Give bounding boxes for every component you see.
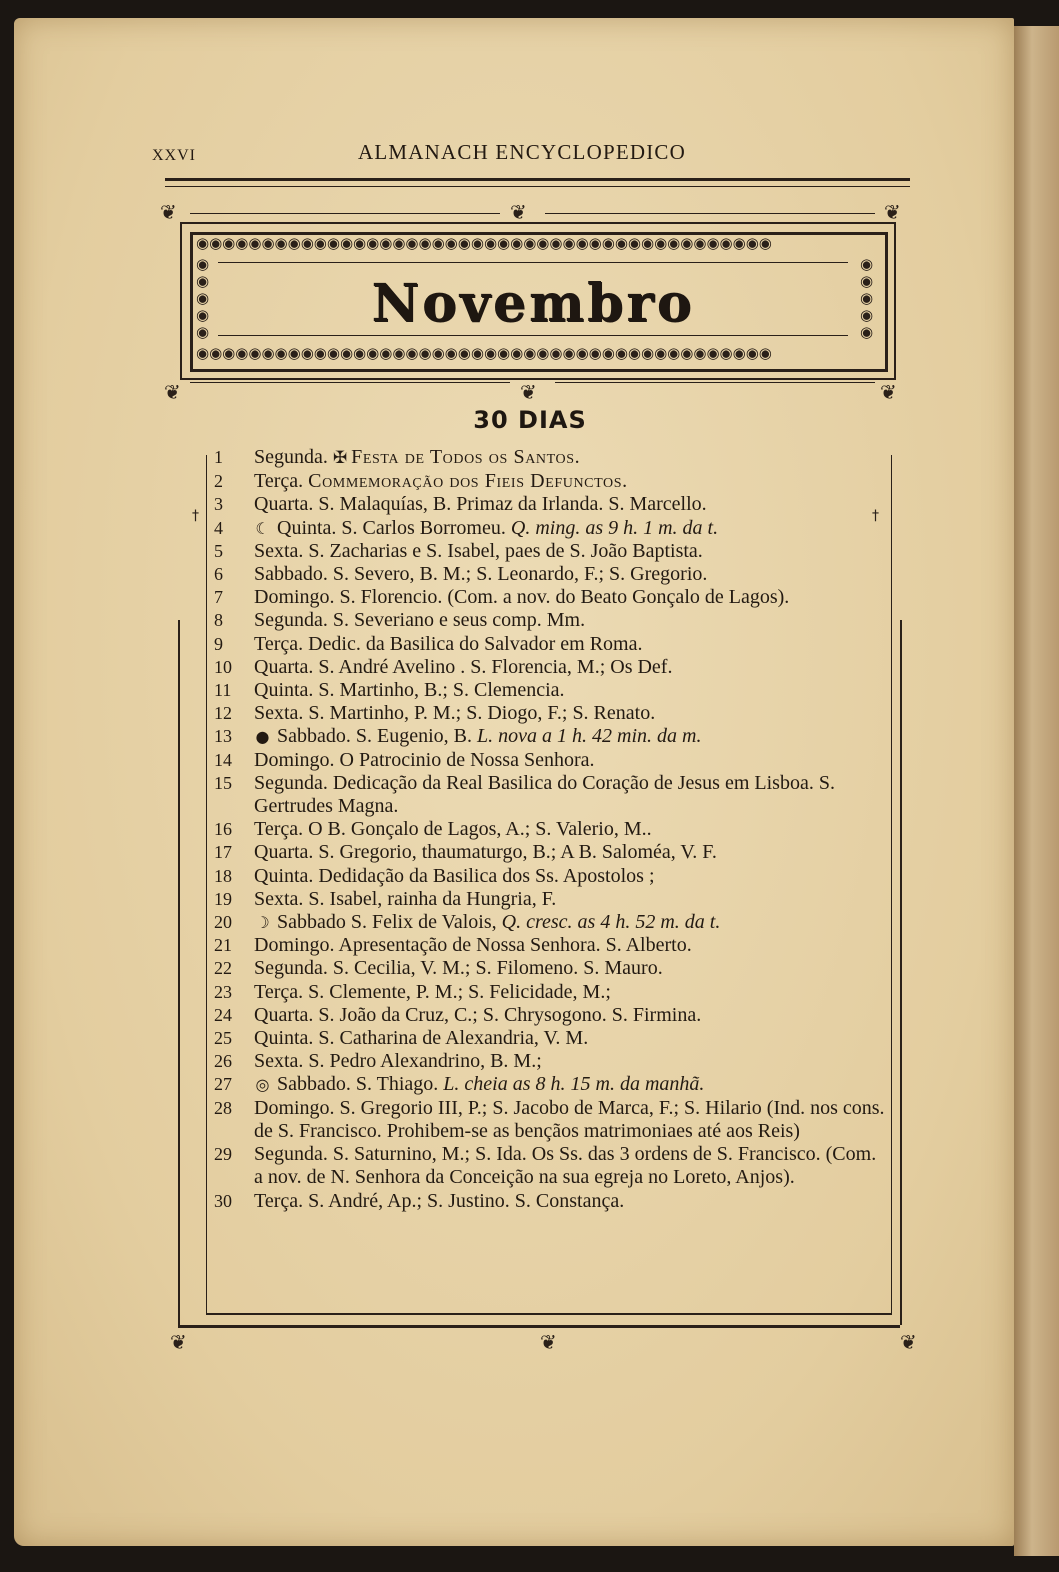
flourish-icon: ❦ xyxy=(884,202,901,224)
moon-phase-icon: ◎ xyxy=(255,1075,270,1095)
dagger-icon: † xyxy=(872,508,879,524)
calendar-entry xyxy=(206,1190,896,1213)
calendar-entry xyxy=(206,749,896,772)
entry-text: Sabbado. S. Thiago. xyxy=(277,1073,444,1096)
flourish-icon: ❦ xyxy=(160,202,177,224)
flourish-rule xyxy=(555,382,875,383)
calendar-entry xyxy=(206,772,896,818)
calendar-entry xyxy=(206,633,896,656)
day-number: 14 xyxy=(214,749,232,770)
day-number: 28 xyxy=(214,1097,232,1118)
calendar-entry xyxy=(206,1004,896,1027)
flourish-rule xyxy=(190,382,510,383)
day-number: 15 xyxy=(214,772,232,793)
day-number: 7 xyxy=(214,587,223,608)
moon-phase-icon: ● xyxy=(255,727,270,747)
entry-text: Domingo. S. Gregorio III, P.; S. Jacobo de Marca, F.; S. Hilario (Ind. nos cons. de S. Francisco. Prohibem-se as bençãos matrimoniaes até aos Reis) xyxy=(254,1096,885,1142)
day-number: 12 xyxy=(214,703,232,724)
day-number: 23 xyxy=(214,981,232,1002)
month-title: Novembro xyxy=(371,273,695,334)
day-number: 11 xyxy=(214,680,232,701)
moon-phase-icon: ☾ xyxy=(255,518,270,538)
calendar-entry xyxy=(206,470,896,493)
entry-text: Sabbado. S. Severo, B. M.; S. Leonardo, F.; S. Gregorio. xyxy=(254,563,708,586)
calendar-entry xyxy=(206,656,896,679)
calendar-entry xyxy=(206,1073,896,1096)
moon-phase-icon: ☽ xyxy=(255,913,270,933)
entry-text: Sexta. S. Isabel, rainha da Hungria, F. xyxy=(254,887,557,910)
entry-text: Segunda. S. Cecilia, V. M.; S. Filomeno. S. Mauro. xyxy=(254,957,663,980)
entry-text: Quarta. S. Gregorio, thaumaturgo, B.; A B. Saloméa, V. F. xyxy=(254,841,717,864)
cross-icon: ✠ xyxy=(332,448,348,468)
days-count: 30 DIAS xyxy=(473,406,587,434)
day-number: 2 xyxy=(214,471,223,492)
calendar-entry xyxy=(206,725,896,748)
calendar-entry xyxy=(206,934,896,957)
day-number: 25 xyxy=(214,1028,232,1049)
entry-text: Segunda. S. Saturnino, M.; S. Ida. Os Ss. das 3 ordens de S. Francisco. (Com. a nov. de N. Senhora da Conceição na sua egreja no Loreto, Anjos). xyxy=(254,1143,877,1189)
flourish-rule xyxy=(545,213,875,214)
day-number: 4 xyxy=(214,517,223,538)
entry-text: Sexta. S. Zacharias e S. Isabel, paes de S. João Baptista. xyxy=(254,539,703,562)
entry-text: Q. ming. as 9 h. 1 m. da t. xyxy=(510,516,719,539)
entry-text: L. cheia as 8 h. 15 m. da manhã. xyxy=(443,1073,705,1096)
calendar-entry xyxy=(206,517,896,540)
calendar-entry xyxy=(206,609,896,632)
day-number: 24 xyxy=(214,1004,232,1025)
entry-text: Terça. S. André, Ap.; S. Justino. S. Constança. xyxy=(254,1189,625,1212)
calendar-entry xyxy=(206,702,896,725)
entry-text: Domingo. S. Florencio. (Com. a nov. do Beato Gonçalo de Lagos). xyxy=(254,586,790,609)
calendar-entry xyxy=(206,1050,896,1073)
calendar-entry xyxy=(206,957,896,980)
entry-text: Commemoração dos Fieis Defunctos. xyxy=(308,470,628,493)
page-folio: XXVI xyxy=(152,147,196,164)
entry-text: Terça. S. Clemente, P. M.; S. Felicidade, M.; xyxy=(254,980,611,1003)
entry-text: Quinta. Dedidação da Basilica dos Ss. Apostolos ; xyxy=(254,864,655,887)
entry-text: Sexta. S. Martinho, P. M.; S. Diogo, F.; S. Renato. xyxy=(254,702,656,725)
entry-text: Terça. xyxy=(254,470,309,493)
bead-border-bottom: ◉◉◉◉◉◉◉◉◉◉◉◉◉◉◉◉◉◉◉◉◉◉◉◉◉◉◉◉◉◉◉◉◉◉◉◉◉◉◉◉◉◉◉◉ xyxy=(196,344,772,362)
day-number: 1 xyxy=(214,447,223,467)
flourish-rule xyxy=(190,213,500,214)
calendar-entry xyxy=(206,911,896,934)
calendar-entry xyxy=(206,981,896,1004)
running-head xyxy=(152,140,732,170)
day-number: 18 xyxy=(214,865,232,886)
entry-text: Domingo. O Patrocinio de Nossa Senhora. xyxy=(254,748,595,771)
calendar-entry xyxy=(206,818,896,841)
day-number: 10 xyxy=(214,656,232,677)
bottom-rule xyxy=(178,1325,900,1332)
dagger-icon: † xyxy=(192,508,199,524)
entry-text: Sexta. S. Pedro Alexandrino, B. M.; xyxy=(254,1050,542,1073)
entry-text: Quinta. S. Carlos Borromeu. xyxy=(277,516,511,539)
day-number: 9 xyxy=(214,633,223,654)
day-number: 17 xyxy=(214,842,232,863)
entry-text: Q. cresc. as 4 h. 52 m. da t. xyxy=(501,911,721,934)
day-number: 13 xyxy=(214,726,232,747)
entry-text: L. nova a 1 h. 42 min. da m. xyxy=(477,725,702,748)
day-number: 21 xyxy=(214,935,232,956)
day-number: 16 xyxy=(214,819,232,840)
day-number: 6 xyxy=(214,564,223,585)
calendar-entry xyxy=(206,1027,896,1050)
day-number: 5 xyxy=(214,540,223,561)
adjacent-page-edge xyxy=(1014,26,1059,1556)
entry-text: Sabbado S. Felix de Valois, xyxy=(277,911,502,934)
bead-border-right: ◉ ◉ ◉ ◉ ◉ xyxy=(860,256,874,341)
calendar-entry xyxy=(206,540,896,563)
entry-text: Segunda. xyxy=(254,446,333,468)
calendar-entry xyxy=(206,586,896,609)
entry-text: Terça. Dedic. da Basilica do Salvador em Roma. xyxy=(254,632,643,655)
calendar-entry xyxy=(206,493,896,516)
day-number: 29 xyxy=(214,1144,232,1165)
calendar-entry xyxy=(206,865,896,888)
calendar-entries xyxy=(206,446,896,1213)
day-number: 3 xyxy=(214,494,223,515)
entry-text: Festa de Todos os Santos. xyxy=(351,446,581,468)
flourish-icon: ❦ xyxy=(900,1332,917,1354)
day-number: 22 xyxy=(214,958,232,979)
day-number: 27 xyxy=(214,1074,232,1095)
day-number: 19 xyxy=(214,888,232,909)
day-number: 8 xyxy=(214,610,223,631)
entry-text: Quinta. S. Catharina de Alexandria, V. M. xyxy=(254,1027,589,1050)
running-title: ALMANACH ENCYCLOPEDICO xyxy=(358,140,686,164)
day-number: 30 xyxy=(214,1190,232,1211)
flourish-icon: ❦ xyxy=(164,382,181,404)
entry-text: Domingo. Apresentação de Nossa Senhora. S. Alberto. xyxy=(254,934,692,957)
header-rule xyxy=(165,178,910,187)
calendar-entry xyxy=(206,841,896,864)
flourish-icon: ❦ xyxy=(880,382,897,404)
entry-text: Segunda. Dedicação da Real Basilica do Coração de Jesus em Lisboa. S. Gertrudes Magna. xyxy=(254,771,835,818)
day-number: 20 xyxy=(214,912,232,933)
entry-text: Segunda. S. Severiano e seus comp. Mm. xyxy=(254,609,586,632)
calendar-entry xyxy=(206,679,896,702)
flourish-icon: ❦ xyxy=(520,382,537,404)
entry-text: Quinta. S. Martinho, B.; S. Clemencia. xyxy=(254,679,565,702)
flourish-icon: ❦ xyxy=(510,202,527,224)
entry-text: Sabbado. S. Eugenio, B. xyxy=(277,725,477,748)
bead-border-left: ◉ ◉ ◉ ◉ ◉ xyxy=(196,256,210,341)
entry-text: Quarta. S. João da Cruz, C.; S. Chrysogono. S. Firmina. xyxy=(254,1003,702,1026)
bead-border-top: ◉◉◉◉◉◉◉◉◉◉◉◉◉◉◉◉◉◉◉◉◉◉◉◉◉◉◉◉◉◉◉◉◉◉◉◉◉◉◉◉◉◉◉◉ xyxy=(196,234,772,252)
calendar-entry xyxy=(206,1143,896,1189)
flourish-icon: ❦ xyxy=(540,1332,557,1354)
day-number: 26 xyxy=(214,1051,232,1072)
entry-text: Quarta. S. Malaquías, B. Primaz da Irlanda. S. Marcello. xyxy=(254,493,707,516)
calendar-entry xyxy=(206,1097,896,1143)
entry-text: Terça. O B. Gonçalo de Lagos, A.; S. Valerio, M.. xyxy=(254,818,652,841)
entry-text: Quarta. S. André Avelino . S. Florencia, M.; Os Def. xyxy=(254,655,673,678)
calendar-entry xyxy=(206,888,896,911)
flourish-icon: ❦ xyxy=(170,1332,187,1354)
calendar-entry xyxy=(206,563,896,586)
month-name-box xyxy=(218,262,848,336)
calendar-entry xyxy=(206,446,896,470)
